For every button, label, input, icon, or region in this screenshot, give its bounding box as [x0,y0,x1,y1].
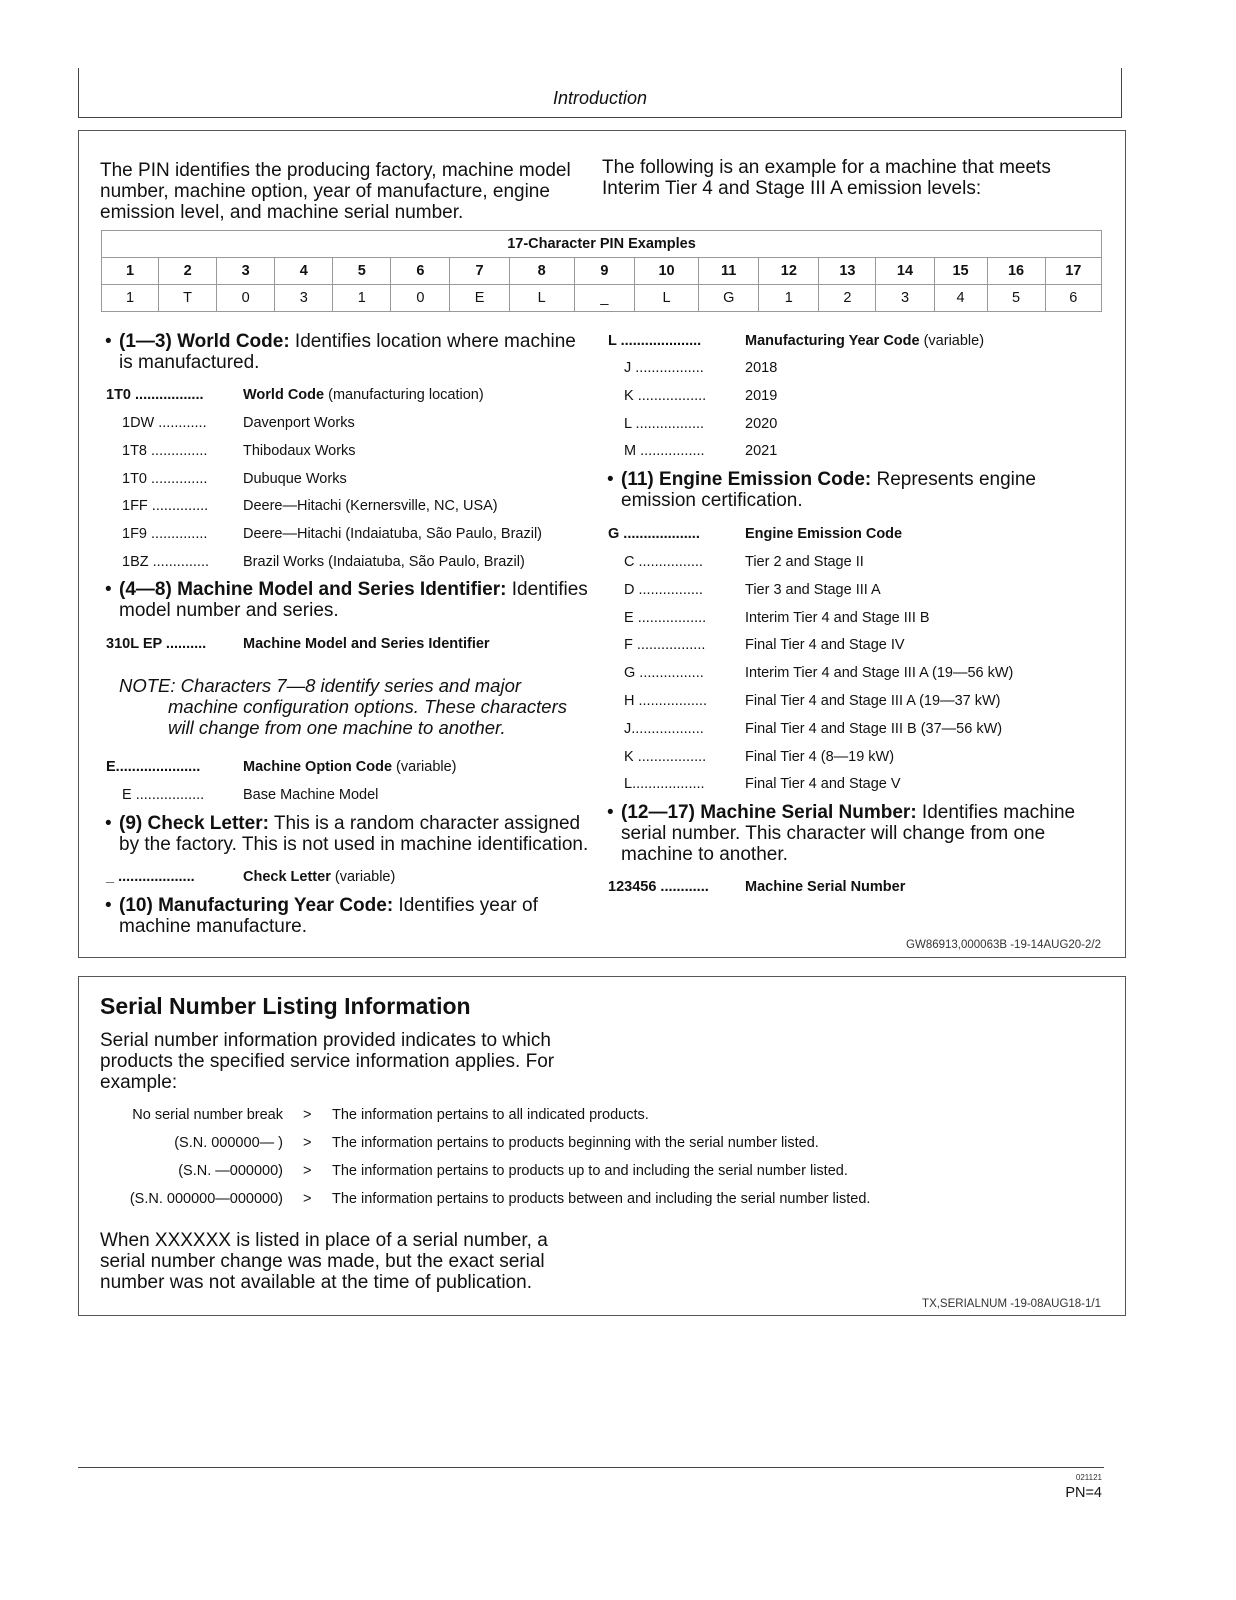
code: 1F9 .............. [122,526,208,543]
note-line: NOTE: Characters 7—8 identify series and major [119,675,522,696]
pin-position-cell: 11 [699,258,759,285]
bullet-text: Identifies location where machine is manufactured. [119,331,576,373]
pin-value-cell: L [634,285,698,312]
pin-position-cell: 12 [759,258,819,285]
pin-section-ref: GW86913,000063B -19-14AUG20-2/2 [906,939,1101,951]
desc: Final Tier 4 (8—19 kW) [745,748,895,765]
label: World Code [243,387,325,403]
pin-position-cell: 8 [509,258,574,285]
desc [243,387,484,403]
code: 1DW ............ [122,415,207,431]
code: D ................ [624,581,703,598]
bullet-dot: • [105,813,112,834]
bullet-check-letter [105,813,589,855]
pin-intro-left: The PIN identifies the producing factory, machine model number, machine option, year of manufacture, engine emission level, and machine serial number. [100,160,571,223]
pin-position-cell: 1 [102,258,159,285]
serial-section-intro: Serial number information provided indicates to which products the specified service information applies. For example: [100,1030,555,1093]
desc: Interim Tier 4 and Stage III A (19—56 kW) [745,665,1014,682]
serial-meaning: The information pertains to products up to and including the serial number listed. [332,1163,848,1179]
pin-value-cell: _ [574,285,634,312]
code: 123456 ............ [608,879,709,895]
desc [243,869,395,885]
pin-position-cell: 3 [217,258,275,285]
code: L ................. [624,415,705,432]
desc: Brazil Works (Indaiatuba, São Paulo, Brazil) [243,554,525,570]
suffix: (variable) [392,759,457,775]
code: G ................ [624,665,704,682]
pin-position-cell: 13 [819,258,876,285]
bullet-year [105,895,589,937]
arrow-glyph: > [303,1135,312,1151]
desc: Deere—Hitachi (Kernersville, NC, USA) [243,498,498,515]
code: H ................. [624,693,707,709]
suffix: (variable) [330,869,396,885]
pin-value-cell: T [159,285,217,312]
code: 1BZ .............. [122,554,210,570]
bullet-head: (9) Check Letter: [119,813,269,834]
pin-value-cell: G [699,285,759,312]
note-line: machine configuration options. These characters [168,696,567,717]
bullet-text: Identifies model number and series. [119,579,588,621]
pin-position-cell: 10 [634,258,698,285]
pin-value-cell: 1 [759,285,819,312]
desc: Tier 2 and Stage II [745,554,864,570]
code: K ................. [624,748,707,765]
pin-value-cell: 3 [876,285,934,312]
bullet-text: This is a random character assigned by the factory. This is not used in machine identification. [119,813,589,855]
pin-intro-right: The following is an example for a machine that meets Interim Tier 4 and Stage III A emission levels: [602,157,1051,199]
pin-position-cell: 5 [333,258,391,285]
code: 1T0 .............. [122,470,208,487]
pin-position-cell: 6 [391,258,450,285]
code: 1T0 ................. [106,387,204,403]
pin-value-cell: 2 [819,285,876,312]
desc: Final Tier 4 and Stage V [745,776,901,793]
arrow-glyph: > [303,1163,312,1179]
pin-table-title: 17-Character PIN Examples [102,231,1102,258]
desc: Interim Tier 4 and Stage III B [745,609,930,626]
desc: Dubuque Works [243,470,347,487]
serial-section-closing: When XXXXXX is listed in place of a serial number, a serial number change was made, but the exact serial number was not available at the time of publication. [100,1230,548,1293]
desc: 2018 [745,360,778,376]
code: E ................. [122,787,205,803]
note-line: will change from one machine to another. [168,717,506,738]
label: Machine Serial Number [745,879,906,895]
code: 1FF .............. [122,498,209,515]
model-note [119,675,599,738]
desc: Tier 3 and Stage III A [745,581,881,598]
bullet-serial [607,802,1091,865]
suffix: (manufacturing location) [324,387,484,403]
bullet-head: (1—3) World Code: [119,331,290,352]
pin-position-cell: 16 [987,258,1045,285]
bullet-head: (4—8) Machine Model and Series Identifier: [119,579,507,600]
bullet-text: Represents engine emission certification. [621,469,1036,511]
desc: 2020 [745,415,778,432]
code: F ................. [624,637,706,654]
arrow-glyph: > [303,1107,312,1123]
desc: Final Tier 4 and Stage IV [745,637,905,654]
desc: Deere—Hitachi (Indaiatuba, São Paulo, Brazil) [243,526,543,543]
bullet-dot: • [105,895,112,916]
code: G ................... [608,526,700,542]
bullet-text: Identifies machine serial number. This character will change from one machine to another. [621,802,1076,865]
pin-position-cell: 14 [876,258,934,285]
pin-value-cell: 3 [275,285,333,312]
label: Machine Option Code [243,759,393,775]
code: 1T8 .............. [122,442,208,459]
pin-position-cell: 4 [275,258,333,285]
bullet-world-code [105,331,589,373]
bullet-model [105,579,589,621]
pin-value-cell: 0 [391,285,450,312]
desc: Final Tier 4 and Stage III B (37—56 kW) [745,720,1003,737]
desc: 2021 [745,443,778,460]
serial-section-ref: TX,SERIALNUM -19-08AUG18-1/1 [922,1298,1101,1310]
pin-position-cell: 7 [450,258,509,285]
serial-meaning: The information pertains to all indicated products. [332,1107,649,1123]
code: 310L EP .......... [106,636,207,652]
pin-position-cell: 2 [159,258,217,285]
pin-value-cell: 4 [934,285,987,312]
serial-range: (S.N. —000000) [178,1163,283,1179]
code: _ ................... [106,869,195,885]
label: Engine Emission Code [745,526,903,542]
pin-position-row [102,258,1102,285]
code: L.................. [624,776,705,793]
label: Check Letter [243,869,331,885]
code: M ................ [624,443,705,460]
serial-meaning: The information pertains to products beginning with the serial number listed. [332,1135,819,1151]
pin-value-cell: L [509,285,574,312]
pin-example-table [101,230,1102,312]
pin-value-cell: 1 [102,285,159,312]
page-header-title: Introduction [552,88,648,108]
code: J.................. [624,720,704,737]
code: J ................. [624,360,704,376]
code: C ................ [624,554,703,570]
serial-section-heading: Serial Number Listing Information [100,993,471,1019]
pin-value-cell: 5 [987,285,1045,312]
bullet-dot: • [105,579,112,600]
bullet-dot: • [105,331,112,352]
bullet-emission [607,469,1091,511]
desc: 2019 [745,387,778,404]
desc: Davenport Works [243,415,355,431]
pin-value-cell: 6 [1045,285,1101,312]
footer-page-number: PN=4 [1065,1485,1102,1501]
serial-range: (S.N. 000000—000000) [129,1191,283,1207]
pin-position-cell: 17 [1045,258,1101,285]
pin-position-cell: 9 [574,258,634,285]
bullet-dot: • [607,802,614,823]
code: K ................. [624,387,707,404]
footer-rule [78,1467,1104,1468]
desc: Final Tier 4 and Stage III A (19—37 kW) [745,693,1001,709]
serial-range: (S.N. 000000— ) [174,1135,283,1151]
code: E ................. [624,609,707,626]
bullet-text: Identifies year of machine manufacture. [119,895,538,937]
arrow-glyph: > [303,1191,312,1207]
serial-range: No serial number break [132,1107,283,1123]
suffix: (variable) [919,333,985,349]
bullet-head: (11) Engine Emission Code: [621,469,872,490]
desc [745,333,984,349]
bullet-head: (10) Manufacturing Year Code: [119,895,394,916]
footer-code: 021121 [1075,1473,1102,1482]
pin-value-row [102,285,1102,312]
code: E..................... [106,759,201,775]
pin-position-cell: 15 [934,258,987,285]
code: L .................... [608,333,702,349]
desc: Thibodaux Works [243,442,356,459]
desc: Base Machine Model [243,787,379,803]
label: Machine Model and Series Identifier [243,636,490,652]
desc [243,759,457,775]
header-rule-bottom [78,117,1122,118]
serial-meaning: The information pertains to products between and including the serial number listed. [332,1191,871,1207]
bullet-dot: • [607,469,614,490]
pin-value-cell: E [450,285,509,312]
pin-value-cell: 0 [217,285,275,312]
pin-value-cell: 1 [333,285,391,312]
bullet-head: (12—17) Machine Serial Number: [621,802,917,823]
label: Manufacturing Year Code [745,333,920,349]
